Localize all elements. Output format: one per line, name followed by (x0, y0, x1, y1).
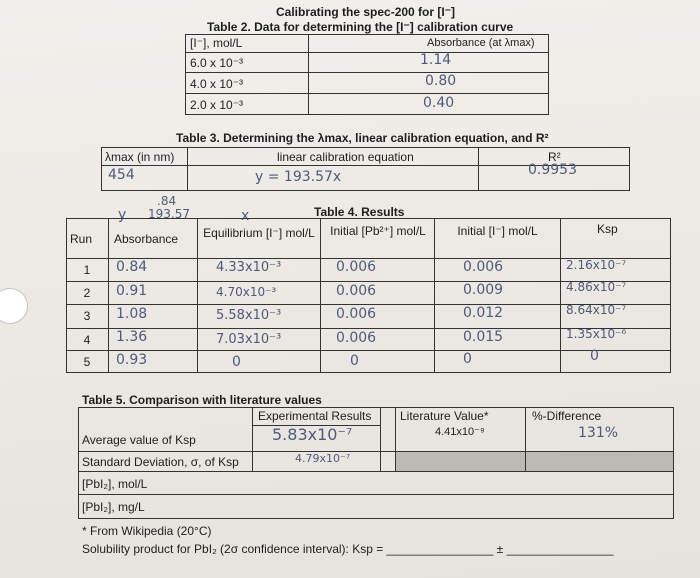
table5-header-exp: Experimental Results (258, 409, 372, 423)
table4-eq: 7.03x10⁻³ (216, 332, 282, 347)
table5-shaded-cells (395, 451, 673, 471)
table2-cell: 0.40 (423, 95, 455, 111)
table2-cell: 2.0 x 10⁻³ (190, 98, 244, 112)
table3-caption: Table 3. Determining the λmax, linear calibration equation, and R² (176, 131, 549, 145)
table4-header-eq: Equilibrium [I⁻] mol/L (203, 226, 315, 240)
table4-eq: 0 (232, 354, 241, 370)
table3-header-r2: R² (548, 150, 561, 164)
table4-header-run: Run (70, 232, 93, 246)
annotation-top: .84 (157, 194, 177, 208)
table4-pb: 0.006 (336, 306, 377, 322)
table4-ksp: 2.16x10⁻⁷ (566, 258, 627, 272)
table2-cell: 0.80 (425, 73, 457, 89)
table4-abs: 0.93 (116, 352, 148, 368)
table4-header-initial-i: Initial [I⁻] mol/L (457, 224, 538, 238)
table4-eq: 5.58x10⁻³ (216, 308, 282, 323)
table2-header-conc: [I⁻], mol/L (190, 36, 243, 50)
table4-initial-i: 0 (463, 351, 472, 367)
table4-header-abs: Absorbance (114, 232, 179, 246)
annotation-div: 193.57 (148, 207, 190, 221)
table4-ksp: 4.86x10⁻⁷ (566, 280, 627, 294)
table4-ksp: 8.64x10⁻⁷ (566, 303, 627, 317)
table4-eq: 4.33x10⁻³ (216, 260, 282, 275)
table3-header-equation: linear calibration equation (277, 150, 414, 164)
table5-exp-value: 4.79x10⁻⁷ (295, 452, 351, 465)
table4-run: 3 (83, 309, 91, 323)
table5-row-label: Average value of Ksp (82, 433, 196, 447)
table5-header-lit: Literature Value* (400, 409, 489, 423)
table5-caption: Table 5. Comparison with literature values (82, 393, 322, 407)
table4-ksp: 0 (590, 348, 599, 364)
table2-caption: Table 2. Data for determining the [I⁻] calibration curve (207, 20, 514, 34)
table5-row-label: [PbI₂], mg/L (82, 500, 145, 514)
table4-initial-i: 0.009 (463, 282, 504, 298)
table3-header-lambda: λmax (in nm) (105, 150, 175, 164)
solubility-line: Solubility product for PbI₂ (2σ confidence interval): Ksp = ________________ ± ________________ (82, 542, 614, 556)
table4-abs: 1.08 (116, 306, 148, 322)
table2-cell: 6.0 x 10⁻³ (190, 56, 244, 70)
table4-caption: Table 4. Results (314, 205, 405, 219)
table2-header-abs: Absorbance (at λmax) (427, 37, 535, 49)
annotation-x: x (241, 208, 250, 224)
table4-initial-i: 0.015 (463, 329, 504, 345)
page-title: Calibrating the spec-200 for [I⁻] (276, 5, 456, 19)
table4-header-ksp: Ksp (597, 222, 618, 236)
table3-lambda-value: 454 (108, 167, 135, 183)
table5-exp-value: 5.83x10⁻⁷ (272, 425, 353, 444)
table2-cell: 4.0 x 10⁻³ (190, 77, 244, 91)
table4-abs: 0.91 (116, 283, 148, 299)
table4-abs: 0.84 (116, 259, 148, 275)
annotation-y: y (118, 207, 127, 223)
footnote: * From Wikipedia (20°C) (82, 524, 212, 538)
table4-initial-i: 0.006 (463, 259, 504, 275)
table5-row-label: [PbI₂], mol/L (82, 477, 148, 491)
table4-run: 2 (83, 286, 91, 300)
table4-run: 1 (83, 263, 91, 277)
table5-header-diff: %-Difference (532, 409, 602, 423)
table4-initial-i: 0.012 (463, 305, 504, 321)
table3-equation-value: y = 193.57x (255, 169, 342, 185)
table5-lit-value: 4.41x10⁻⁹ (435, 426, 485, 438)
table4-run: 4 (83, 333, 91, 347)
table4-abs: 1.36 (116, 329, 148, 345)
table4-ksp: 1.35x10⁻⁶ (566, 327, 627, 341)
table2-cell: 1.14 (420, 52, 452, 68)
table4-header-pb: Initial [Pb²⁺] mol/L (330, 224, 426, 238)
table4-pb: 0.006 (336, 330, 377, 346)
table4-pb: 0.006 (336, 283, 377, 299)
table4-pb: 0 (350, 353, 359, 369)
table4-run: 5 (83, 355, 91, 369)
table3-r2-value: 0.9953 (528, 162, 577, 178)
table5-row-label: Standard Deviation, σ, of Ksp (82, 455, 239, 469)
table4-pb: 0.006 (336, 259, 377, 275)
table5-diff-value: 131% (578, 425, 619, 441)
table4-eq: 4.70x10⁻³ (216, 285, 277, 299)
